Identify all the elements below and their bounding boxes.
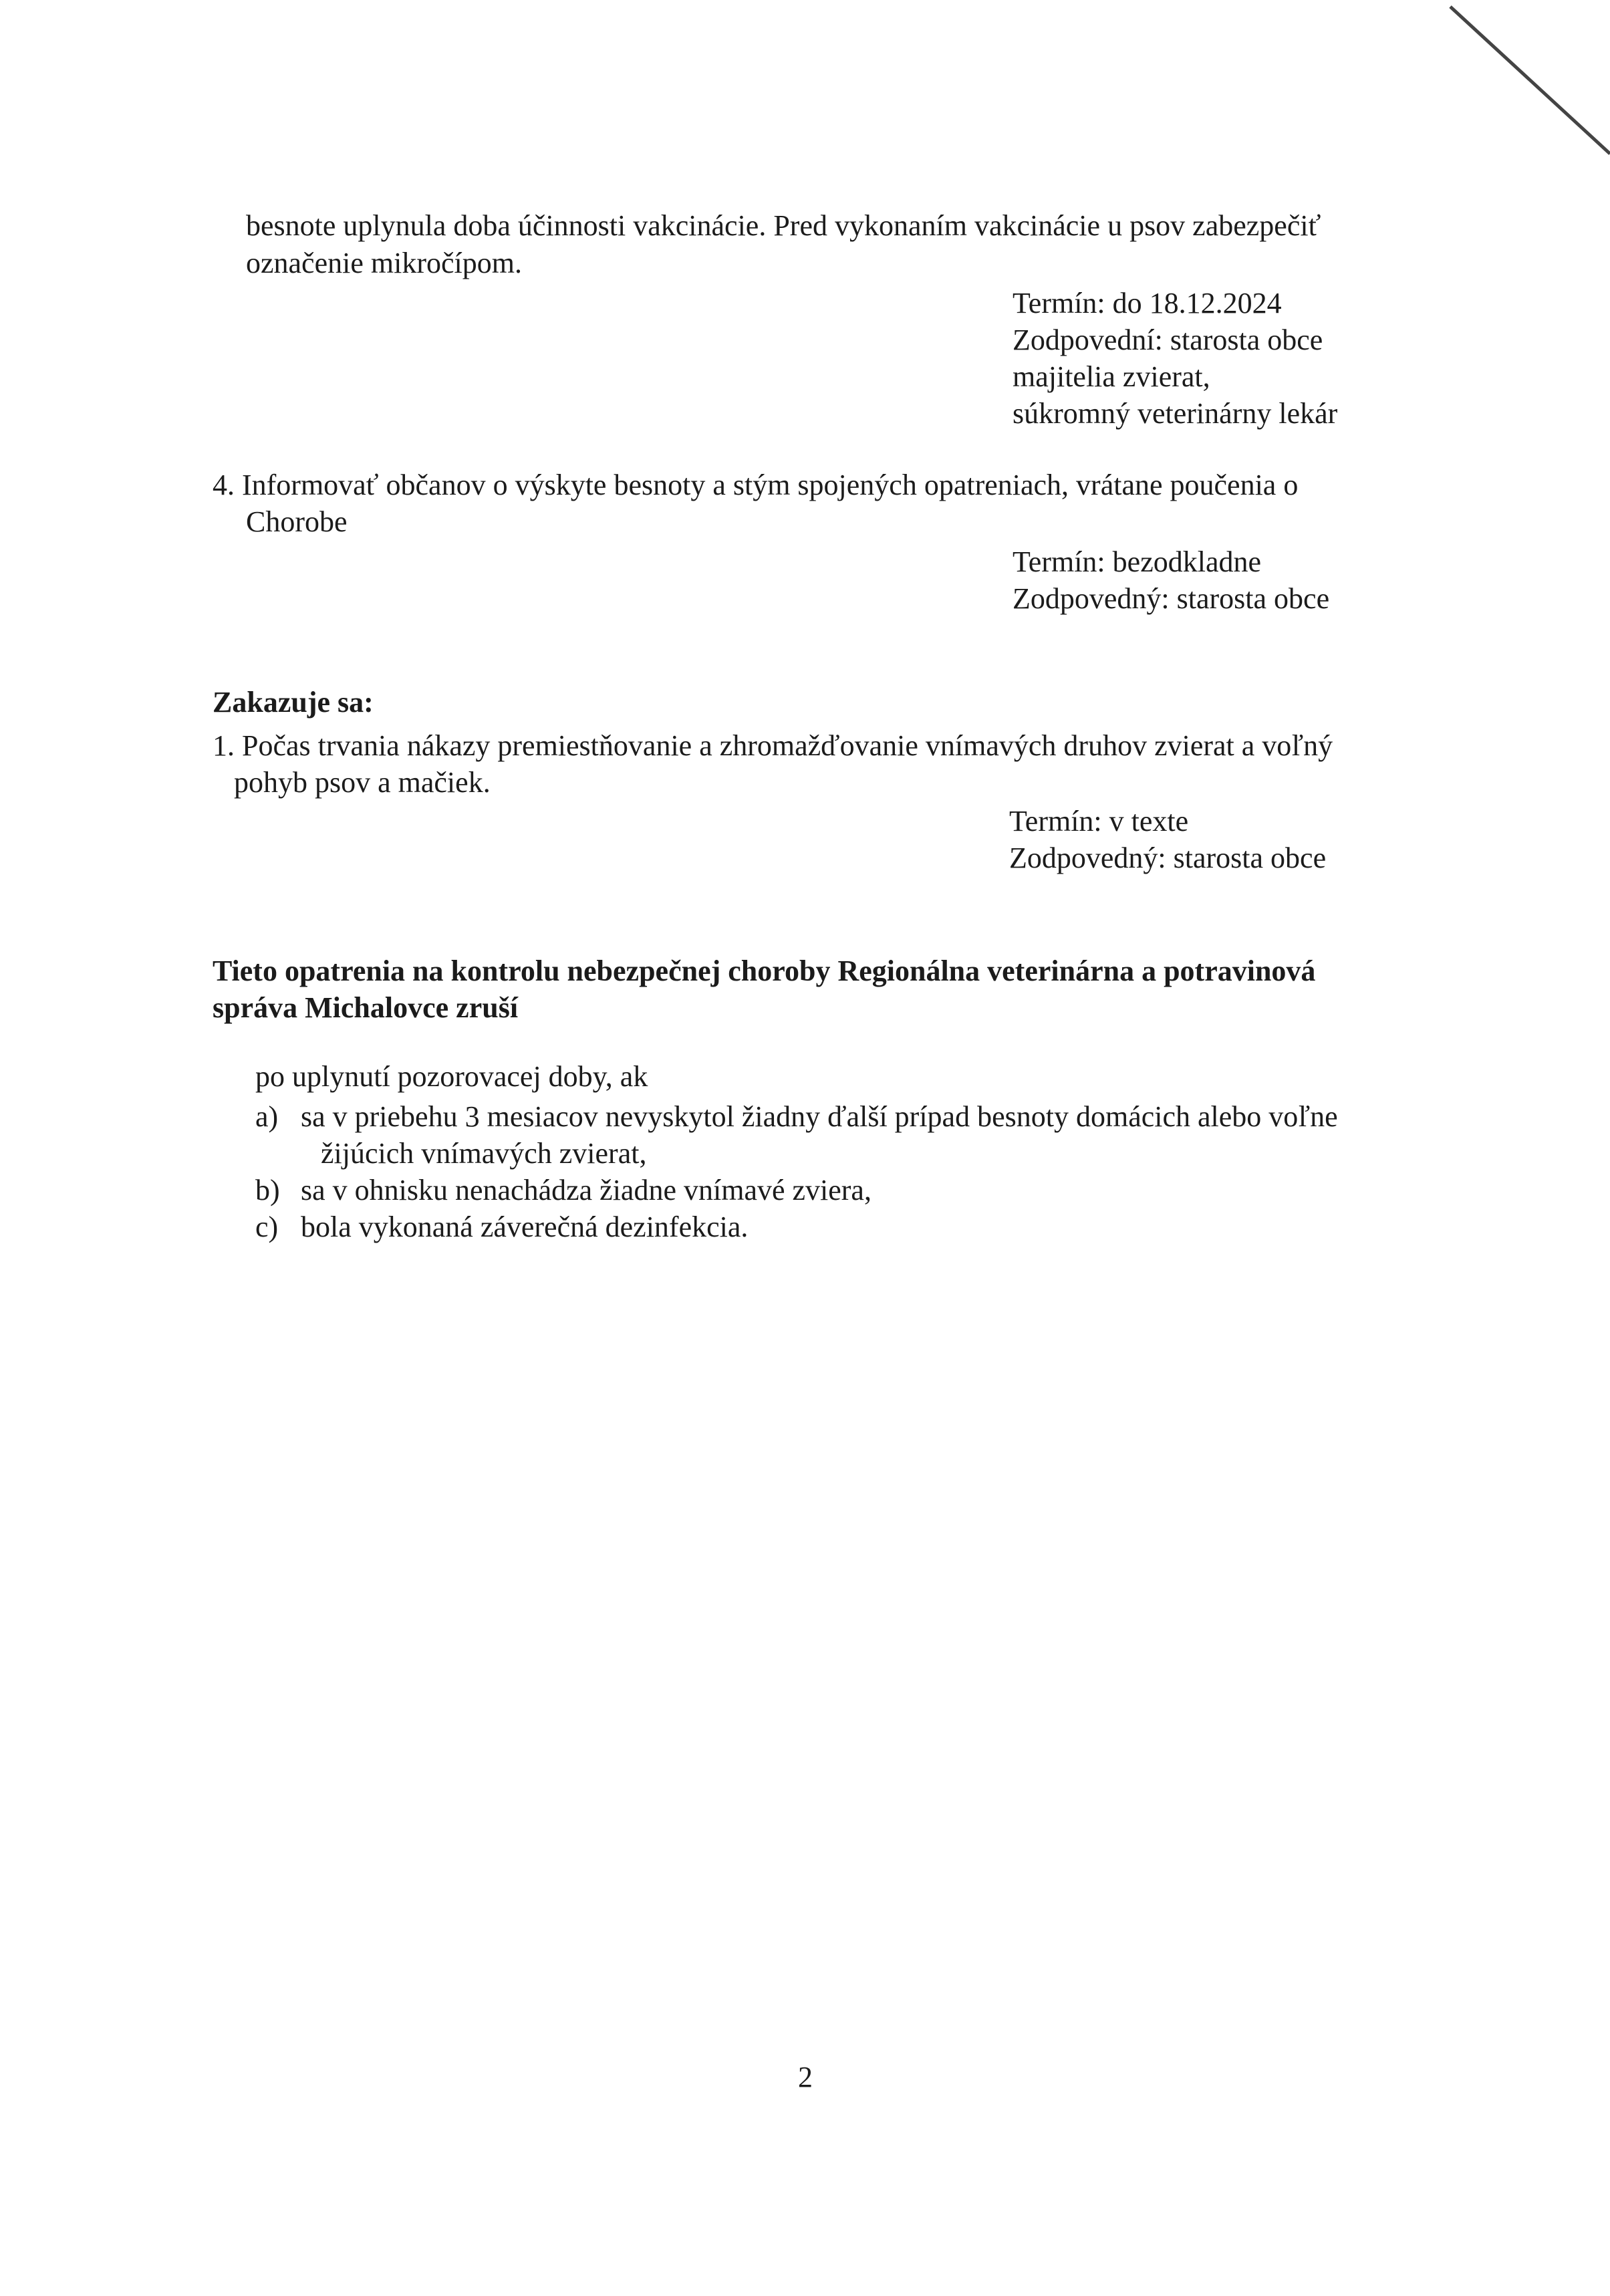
item-4-responsible: Zodpovedný: starosta obce xyxy=(1013,582,1330,615)
condition-text: sa v priebehu 3 mesiacov nevyskytol žiadny ďalší prípad besnoty domácich alebo voľne xyxy=(301,1100,1338,1133)
prohibited-line-1: 1. Počas trvania nákazy premiestňovanie a zhromažďovanie vnímavých druhov zvierat a voľný xyxy=(213,729,1333,762)
vaccination-text-line-2: označenie mikročípom. xyxy=(246,247,522,279)
prohibited-line-2: pohyb psov a mačiek. xyxy=(234,766,491,799)
vaccination-deadline: Termín: do 18.12.2024 xyxy=(1013,287,1282,320)
vaccination-text-line-1: besnote uplynula doba účinnosti vakcinácie. Pred vykonaním vakcinácie u psov zabezpečiť xyxy=(246,209,1321,242)
condition-text: bola vykonaná záverečná dezinfekcia. xyxy=(301,1210,749,1243)
item-4-line-2: Chorobe xyxy=(246,505,348,538)
condition-text: sa v ohnisku nenachádza žiadne vnímavé zviera, xyxy=(301,1174,871,1206)
revocation-heading-line-2: správa Michalovce zruší xyxy=(213,991,519,1024)
condition-marker: b) xyxy=(255,1174,280,1206)
page-number: 2 xyxy=(798,2061,813,2093)
condition-text-continuation: žijúcich vnímavých zvierat, xyxy=(321,1137,647,1170)
prohibited-responsible: Zodpovedný: starosta obce xyxy=(1009,842,1327,874)
condition-marker: a) xyxy=(255,1100,279,1133)
prohibited-heading: Zakazuje sa: xyxy=(213,686,374,719)
revocation-heading-line-1: Tieto opatrenia na kontrolu nebezpečnej choroby Regionálna veterinárna a potravinová xyxy=(213,954,1316,987)
vaccination-responsible-2: majitelia zvierat, xyxy=(1013,360,1210,393)
revocation-intro: po uplynutí pozorovacej doby, ak xyxy=(255,1060,648,1093)
vaccination-responsible-3: súkromný veterinárny lekár xyxy=(1013,397,1338,430)
vaccination-responsible-1: Zodpovední: starosta obce xyxy=(1013,324,1323,356)
item-4-deadline: Termín: bezodkladne xyxy=(1013,545,1262,578)
condition-marker: c) xyxy=(255,1210,279,1243)
item-4-line-1: 4. Informovať občanov o výskyte besnoty a stým spojených opatreniach, vrátane poučenia o xyxy=(213,469,1299,501)
prohibited-deadline: Termín: v texte xyxy=(1009,805,1189,838)
